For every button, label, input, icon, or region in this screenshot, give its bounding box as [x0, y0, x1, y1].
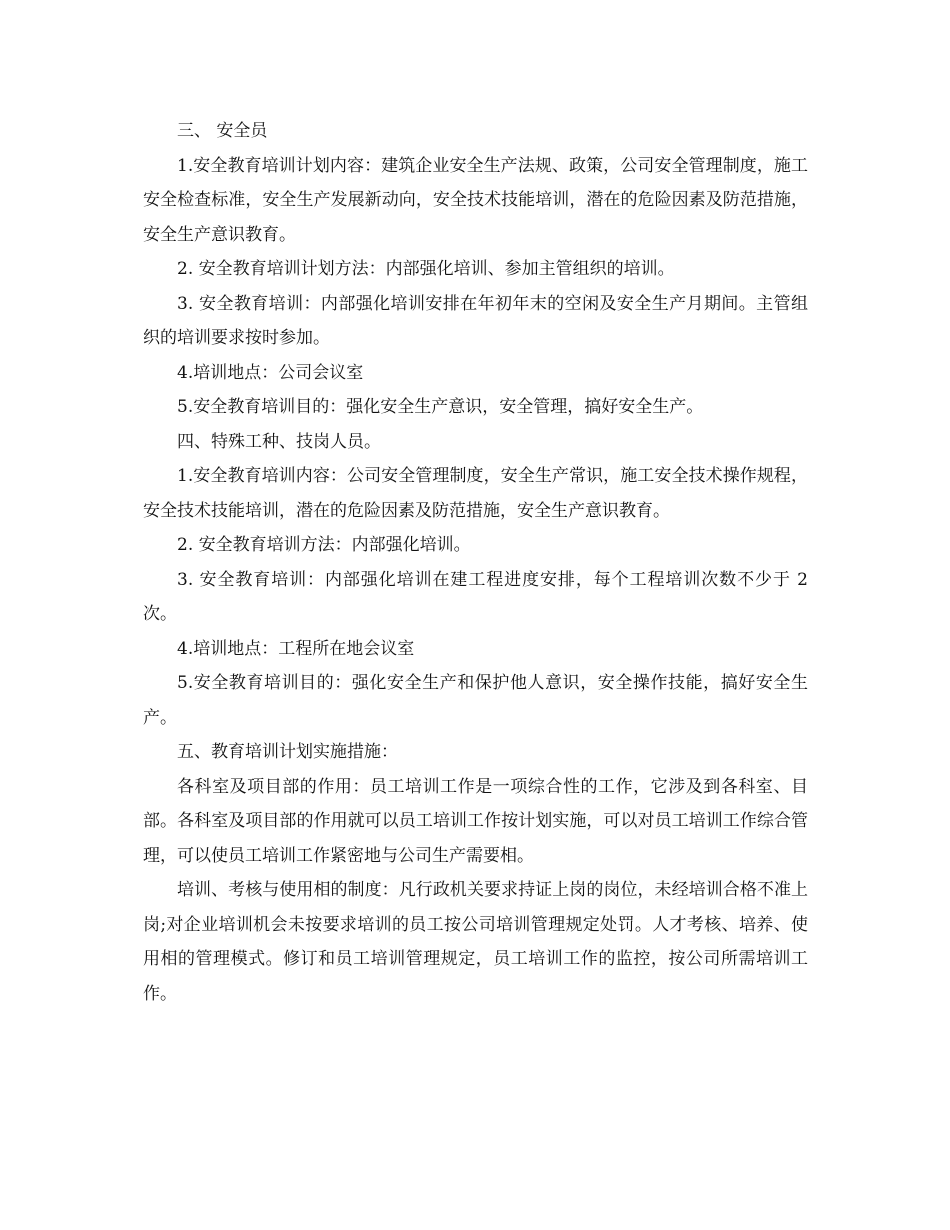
paragraph-special-workers-location: 4.培训地点：工程所在地会议室: [177, 638, 415, 659]
paragraph-safety-officer-training: 3. 安全教育培训：内部强化培训安排在年初年末的空闲及安全生产月期间。主管组织的培训要求按时参加。: [143, 293, 808, 348]
paragraph-special-workers-training: 3. 安全教育培训：内部强化培训在建工程进度安排，每个工程培训次数不少于 2 次。: [143, 569, 808, 624]
paragraph-safety-officer-method: 2. 安全教育培训计划方法：内部强化培训、参加主管组织的培训。: [177, 259, 675, 279]
paragraph-special-workers-content: 1.安全教育培训内容：公司安全管理制度，安全生产常识，施工安全技术操作规程，安全技术技能培训，潜在的危险因素及防范措施，安全生产意识教育。: [143, 466, 808, 521]
section-heading-implementation: 五、教育培训计划实施措施：: [177, 742, 398, 762]
paragraph-special-workers-goal: 5.安全教育培训目的：强化安全生产和保护他人意识，安全操作技能，搞好安全生产。: [143, 673, 808, 728]
paragraph-special-workers-method: 2. 安全教育培训方法：内部强化培训。: [177, 535, 471, 555]
paragraph-safety-officer-location: 4.培训地点：公司会议室: [177, 362, 364, 383]
paragraph-training-system: 培训、考核与使用相的制度：凡行政机关要求持证上岗的岗位，未经培训合格不准上岗;对企业培训机会未按要求培训的员工按公司培训管理规定处罚。人才考核、培养、使用相的管理模式。修订和员工培训管理规定，员工培训工作的监控，按公司所需培训工作。: [143, 880, 808, 1004]
section-heading-special-workers: 四、特殊工种、技岗人员。: [177, 431, 381, 452]
section-heading-safety-officer: 三、 安全员: [177, 121, 268, 141]
paragraph-safety-officer-goal: 5.安全教育培训目的：强化安全生产意识，安全管理，搞好安全生产。: [177, 397, 704, 417]
document-body: [143, 114, 808, 1011]
paragraph-departments-role: 各科室及项目部的作用：员工培训工作是一项综合性的工作，它涉及到各科室、目部。各科室及项目部的作用就可以员工培训工作按计划实施，可以对员工培训工作综合管理，可以使员工培训工作紧密地与公司生产需要相。: [143, 776, 808, 866]
paragraph-safety-officer-content: 1.安全教育培训计划内容：建筑企业安全生产法规、政策，公司安全管理制度，施工安全检查标准，安全生产发展新动向，安全技术技能培训，潜在的危险因素及防范措施，安全生产意识教育。: [143, 155, 808, 245]
